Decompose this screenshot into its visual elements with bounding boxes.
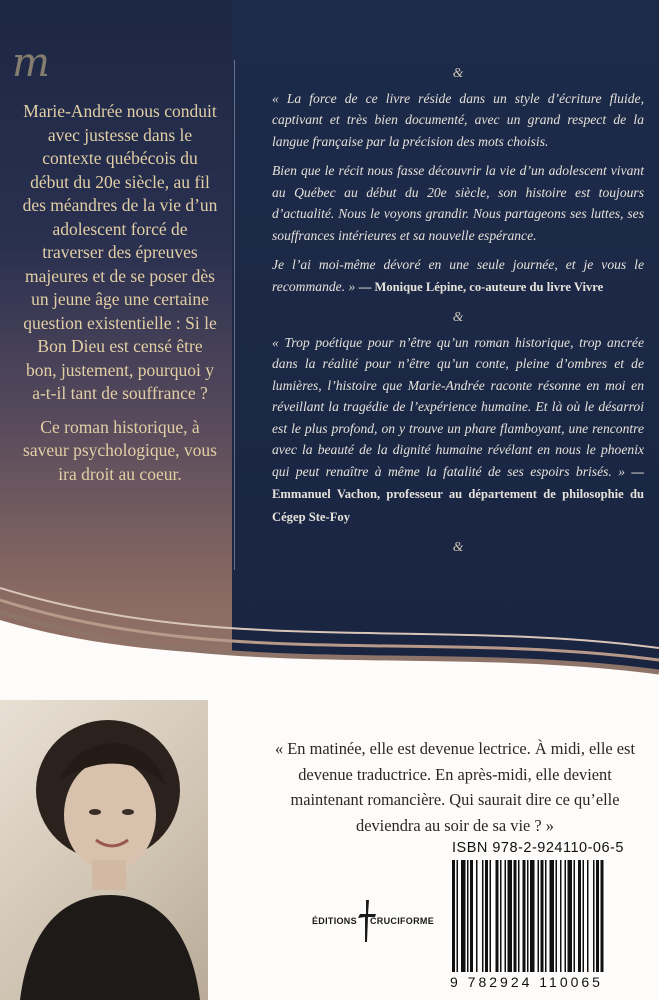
quote-1-attribution: — Monique Lépine, co-auteure du livre Vivre [358, 279, 604, 294]
flourish-ornament: m [12, 40, 50, 86]
barcode-bar [470, 860, 473, 972]
barcode-bar [508, 860, 513, 972]
isbn-label: ISBN 978-2-924110-06-5 [452, 840, 624, 856]
barcode-bar [518, 860, 520, 972]
barcode-bar [476, 860, 478, 972]
author-portrait-image [0, 700, 208, 1000]
review-quotes [272, 60, 644, 562]
separator-ornament: & [452, 539, 464, 554]
quote-1-paragraph-2: Bien que le récit nous fasse découvrir la vie d’un adolescent vivant au Québec au début du 20e siècle, son histoire est toujours d’actualité. Nous le voyons grandir. Nous partageons ses luttes, ses souffrances intérieures et sa nouvelle espérance. [272, 163, 644, 243]
author-blurb: « En matinée, elle est devenue lectrice. À midi, elle est devenue traductrice. En après-midi, elle devient maintenant romancière. Qui saurait dire ce qu’elle deviendra au soir de sa vie ? » [275, 739, 635, 835]
publisher-logo [312, 900, 432, 945]
publisher-name-left: ÉDITIONS [312, 916, 357, 926]
barcode-bar [550, 860, 555, 972]
barcode-bar [541, 860, 544, 972]
quote-2-text: « Trop poétique pour n’être qu’un roman historique, trop ancrée dans la réalité pour n’être qu’un conte, pleine d’ombres et de lumières, l’histoire que Marie-Andrée raconte résonne en moi en réveillant la tragédie de l’expérience humaine. Et là où le désarroi est le plus profond, on y trouve un phare flamboyant, une rencontre avec la beauté de la dignité humaine révélant en nous le phoenix qui peut renaître à même la fatalité de ses espoirs brisés. » [272, 334, 644, 479]
barcode-bar [560, 860, 562, 972]
barcode [450, 860, 655, 972]
barcode-bar [596, 860, 599, 972]
separator-ornament: & [452, 65, 464, 80]
quote-1-paragraph-1: « La force de ce livre réside dans un style d’écriture fluide, captivant et très bien documenté, avec un grand respect de la langue française par la précision des mots choisis. [272, 90, 644, 149]
barcode-bar [452, 860, 455, 972]
barcode-bar [574, 860, 576, 972]
synopsis [22, 100, 218, 496]
barcode-bar [538, 860, 540, 972]
synopsis-paragraph-1: Marie-Andrée nous conduit avec justesse dans le contexte québécois du début du 20e siècle, au fil des méandres de la vie d’un adolescent forcé de traverser des épreuves majeures et de se poser dès un jeune âge une certaine question existentielle : Si le Bon Dieu est censé être bon, justement, pourquoi y a-t-il tant de souffrance ? [22, 101, 218, 403]
barcode-bar [583, 860, 585, 972]
barcode-bar [587, 860, 589, 972]
barcode-bar [527, 860, 529, 972]
quote-1-paragraph-3 [272, 254, 644, 298]
vertical-divider [234, 60, 235, 570]
synopsis-paragraph-2: Ce roman historique, à saveur psychologique, vous ira droit au coeur. [23, 416, 217, 484]
barcode-bar [568, 860, 573, 972]
barcode-bar [505, 860, 507, 972]
barcode-bar [523, 860, 526, 972]
barcode-bar [461, 860, 466, 972]
quote-2-paragraph [272, 332, 644, 529]
barcode-digits: 9 782924 110065 [450, 974, 603, 990]
barcode-bar [496, 860, 499, 972]
barcode-bar [565, 860, 567, 972]
barcode-bar [514, 860, 517, 972]
barcode-bar [593, 860, 595, 972]
barcode-bar [578, 860, 581, 972]
barcode-bar [482, 860, 484, 972]
barcode-bar [601, 860, 604, 972]
barcode-bar [467, 860, 469, 972]
barcode-bar [457, 860, 459, 972]
barcode-bar [485, 860, 488, 972]
author-photo [0, 700, 208, 1000]
barcode-bar [556, 860, 558, 972]
quote-2-attribution: — Emmanuel Vachon, professeur au département de philosophie du Cégep Ste-Foy [272, 464, 644, 524]
barcode-bar [545, 860, 547, 972]
barcode-bar [490, 860, 492, 972]
separator-ornament: & [452, 309, 464, 324]
barcode-bar [530, 860, 535, 972]
quote-1-closing: Je l’ai moi-même dévoré en une seule journée, et je vous le recommande. » [272, 257, 644, 294]
barcode-bar [500, 860, 502, 972]
publisher-name-right: CRUCIFORME [370, 916, 434, 926]
